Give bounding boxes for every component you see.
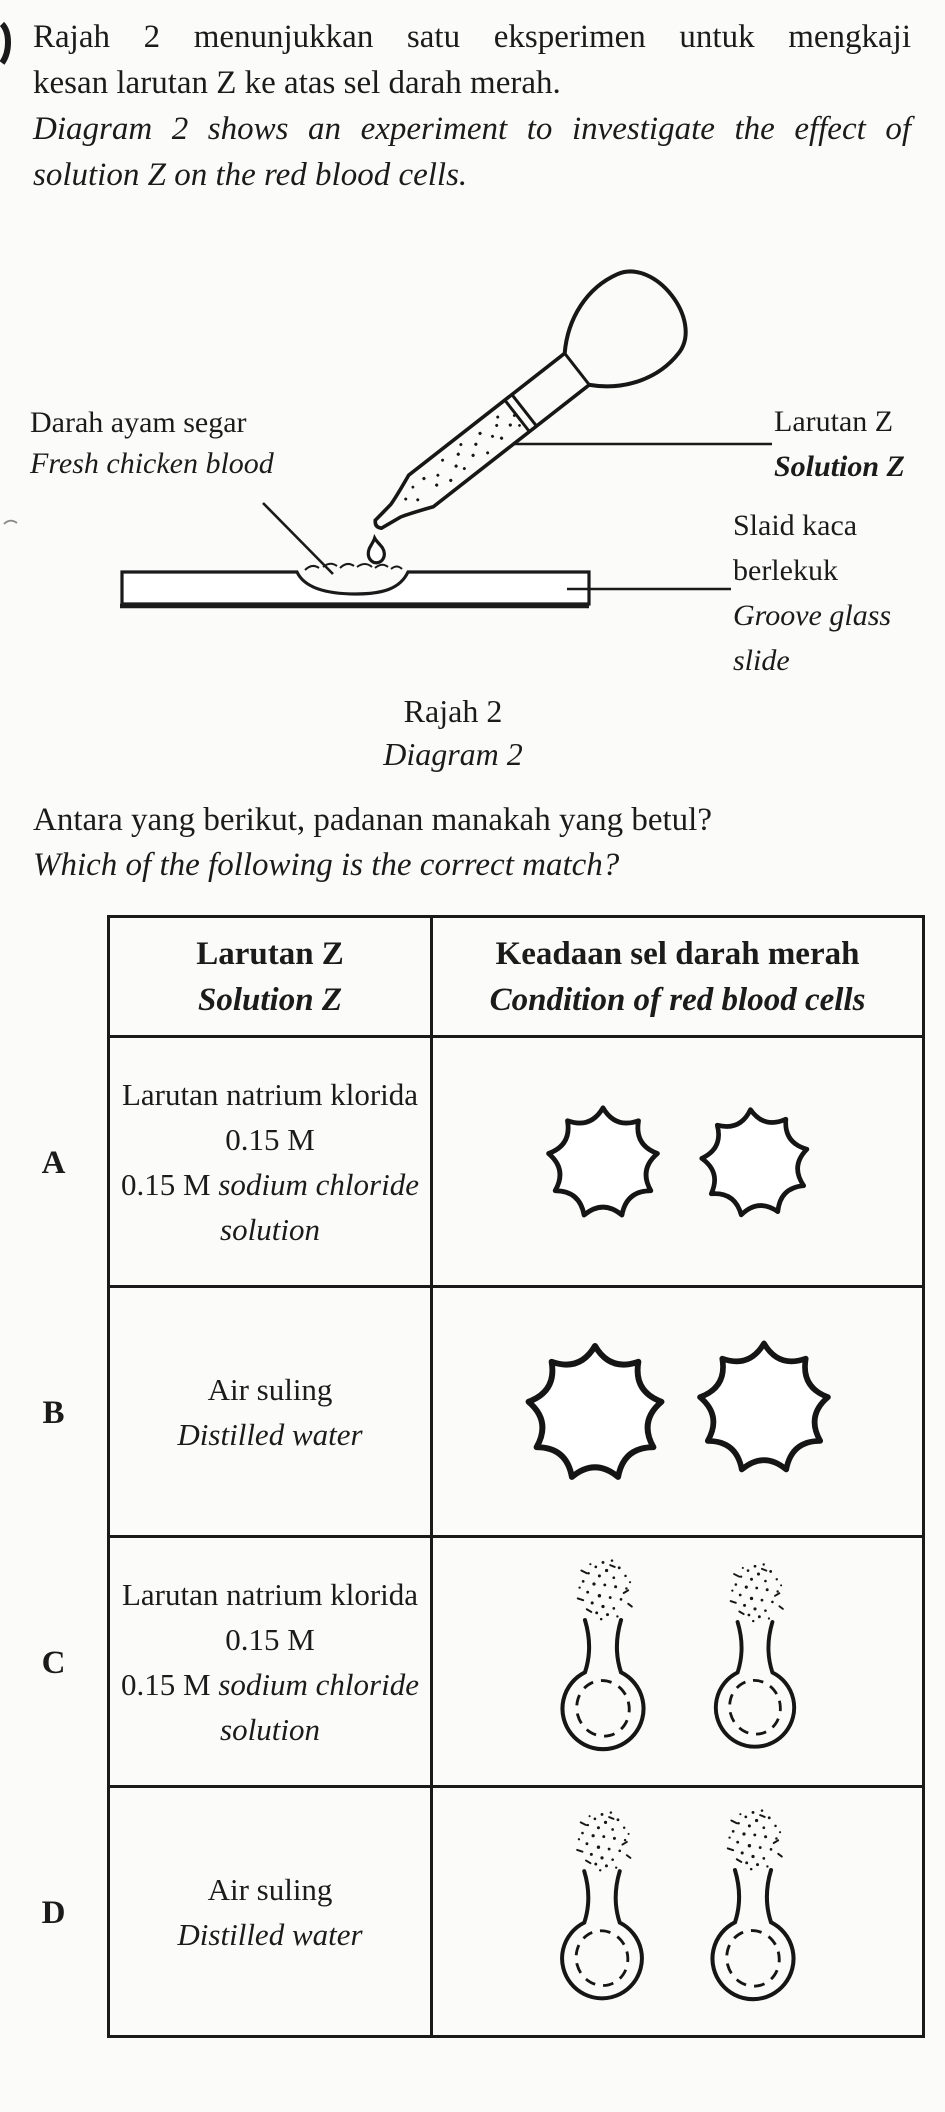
- table-cell-condition-b: [430, 1288, 925, 1538]
- label-solution-z: [774, 399, 905, 489]
- table-cell-condition-a: [430, 1038, 925, 1288]
- burst-cell-icon: [547, 1809, 657, 2015]
- intro-english-line2: solution Z on the red blood cells.: [33, 157, 468, 193]
- intro-malay-line1: Rajah 2 menunjukkan satu eksperimen untuk mengkaji: [33, 19, 911, 55]
- table-cell-condition-c: [430, 1538, 925, 1788]
- solution-text-ms: Air suling: [207, 1371, 333, 1407]
- crenated-cell-icon: [517, 1329, 673, 1494]
- crenated-cell-icon: [689, 1327, 839, 1486]
- header-solution-en: Solution Z: [198, 981, 342, 1018]
- header-letter-spacer: [0, 915, 107, 1038]
- label-slide-ms-line1: Slaid kaca: [733, 509, 858, 542]
- dropper-icon: [344, 254, 704, 567]
- table-cell-solution-c: [107, 1538, 430, 1788]
- solution-text-en: Distilled water: [177, 1416, 363, 1452]
- table-cell-solution-d: [107, 1788, 430, 2038]
- burst-cell-icon: [697, 1807, 809, 2016]
- label-slide-en-line2: slide: [733, 644, 790, 677]
- caption-ms: Rajah 2: [403, 693, 503, 729]
- table-header-condition: [430, 915, 925, 1038]
- label-fresh-chicken-blood: [30, 402, 274, 484]
- table-cell-solution-a: [107, 1038, 430, 1288]
- option-letter-b: B: [42, 1394, 65, 1431]
- dropper-bulb: [545, 254, 704, 411]
- option-letter-d: D: [41, 1894, 66, 1931]
- burst-cell-icon: [547, 1557, 659, 1766]
- scan-artifact: [4, 521, 17, 524]
- option-letter-a: A: [41, 1144, 66, 1181]
- intro-english-line1: Diagram 2 shows an experiment to investigate the effect of: [33, 111, 911, 147]
- solution-text-en: sodium chloride solution: [218, 1166, 419, 1247]
- label-solution-en: Solution Z: [774, 450, 905, 483]
- burst-cell-icon: [701, 1561, 809, 1763]
- answer-table: [0, 915, 925, 2038]
- prompt-ms: Antara yang berikut, padanan manakah yang betul?: [33, 802, 712, 838]
- header-condition-ms: Keadaan sel darah merah: [495, 935, 860, 972]
- blood-sample-marks: [305, 564, 402, 570]
- solution-text-en-plain: 0.15 M: [121, 1166, 219, 1202]
- label-blood-ms: Darah ayam segar: [30, 406, 247, 439]
- table-cell-solution-b: [107, 1288, 430, 1538]
- diagram-caption: [0, 690, 906, 776]
- solution-text-en: Distilled water: [177, 1916, 363, 1952]
- glass-slide-icon: [120, 564, 589, 606]
- table-cell-condition-d: [430, 1788, 925, 2038]
- table-header-solution: [107, 915, 430, 1038]
- solution-text-ms: Larutan natrium klorida 0.15 M: [121, 1576, 419, 1657]
- solution-liquid-stipple: [398, 406, 524, 513]
- solution-text-ms: Larutan natrium klorida 0.15 M: [121, 1076, 419, 1157]
- label-slide-en-line1: Groove glass: [733, 599, 892, 632]
- header-condition-en: Condition of red blood cells: [489, 981, 866, 1018]
- prompt-en: Which of the following is the correct match?: [33, 847, 620, 883]
- crenated-cell-icon: [687, 1091, 822, 1232]
- question-intro: [33, 14, 911, 198]
- solution-text-en-plain: 0.15 M: [121, 1666, 219, 1702]
- label-slide-ms-line2: berlekuk: [733, 554, 838, 587]
- caption-en: Diagram 2: [383, 736, 523, 772]
- label-solution-ms: Larutan Z: [774, 405, 894, 438]
- option-letter-c: C: [41, 1644, 66, 1681]
- label-blood-en: Fresh chicken blood: [30, 447, 274, 480]
- intro-malay-line2: kesan larutan Z ke atas sel darah merah.: [33, 65, 561, 101]
- question-prompt: [33, 798, 911, 888]
- drop-icon: [367, 537, 386, 563]
- leader-line-blood: [263, 503, 333, 574]
- scan-artifact: [2, 24, 8, 63]
- solution-text-en: sodium chloride solution: [218, 1666, 419, 1747]
- header-solution-ms: Larutan Z: [196, 935, 344, 972]
- label-groove-glass-slide: [733, 503, 891, 683]
- solution-text-ms: Air suling: [207, 1871, 333, 1907]
- crenated-cell-icon: [539, 1094, 667, 1229]
